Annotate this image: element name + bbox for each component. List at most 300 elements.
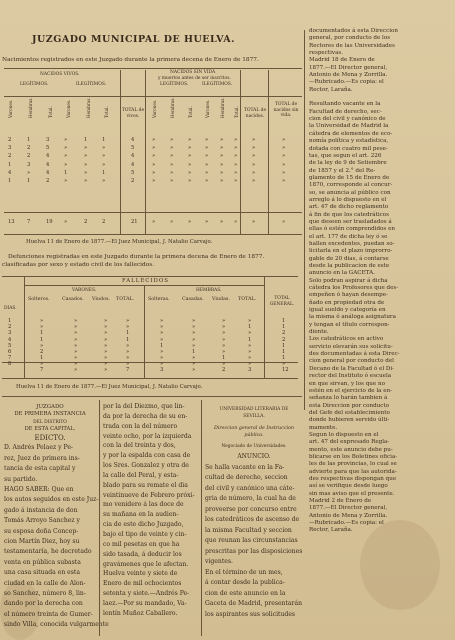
text-line: blado para su remate el dia [103, 481, 188, 489]
births-cell: » [234, 137, 238, 143]
deaths-total-cell: 3 [160, 367, 164, 373]
deaths-caption-2: clasificadas por sexo y estado civil de los fallecidos. [2, 262, 155, 268]
text-line: del civil y canónico una cáte- [205, 484, 295, 492]
births-cell: » [205, 145, 209, 152]
deaths-cell: » [160, 318, 164, 324]
deaths-day-label: 8 [8, 361, 12, 368]
deaths-signature: Huelva 11 de Enero de 1877.—El Juez Municipal, J. Natalio Carvajo. [16, 384, 203, 390]
births-total-cell: » [152, 219, 156, 225]
births-cell: » [27, 169, 31, 176]
text-line: art. 47 del expresado Regla- [309, 439, 390, 446]
births-cell: » [84, 161, 88, 168]
births-sub-legitimos-2: LEGÍTIMOS. [160, 82, 189, 87]
deaths-cell: » [40, 318, 44, 324]
text-line: glamento de 15 de Enero de [309, 174, 390, 181]
births-cell: » [84, 145, 88, 152]
text-line: blicarse en los Boletines oficia- [309, 453, 398, 460]
births-cell: » [102, 161, 106, 168]
deaths-col-dias: DIAS. [4, 306, 17, 311]
deaths-cell: » [126, 349, 130, 355]
births-total-cell: » [188, 219, 192, 225]
births-cell: » [64, 161, 68, 168]
births-cell: » [188, 161, 192, 168]
deaths-cell: 2 [282, 330, 286, 337]
deaths-day-label: 4 [8, 336, 12, 343]
deaths-cell: » [222, 324, 226, 331]
births-cell: 4 [46, 169, 50, 176]
births-cell: 2 [27, 153, 31, 160]
deaths-cell: 1 [248, 324, 252, 331]
text-line: venta en pública subasta [4, 558, 81, 566]
text-line: Rectores de las Universidades [309, 42, 395, 49]
anuncio-heading: ANUNCIO. [237, 452, 271, 460]
births-cell: » [205, 169, 209, 176]
text-line: Madrid 2 de Enero de [309, 498, 372, 504]
deaths-cell: 1 [192, 349, 196, 355]
text-line: Gaceta de Madrid, presentarán [205, 600, 303, 608]
births-cell: » [205, 153, 209, 160]
auction-notice-body [103, 402, 199, 619]
births-cell: 2 [8, 153, 12, 160]
deaths-cell: 2 [282, 336, 286, 343]
text-line: 1877.—El Director general, [309, 64, 388, 71]
text-line: testamentaría, he decretado [4, 548, 92, 556]
text-line: los Sres. Gonzalez y otra de [103, 462, 189, 470]
text-line: y tengan el título correspon- [309, 321, 390, 328]
deaths-day-label: 3 [8, 330, 12, 337]
births-cell: » [170, 137, 174, 143]
text-line: les de las provincias, lo cual se [309, 461, 397, 468]
deaths-cell: » [248, 355, 252, 362]
text-line: cion del civil y canónico de [309, 116, 386, 123]
text-line: rector del Instituto ó escuela [309, 373, 392, 380]
deaths-cell: » [74, 355, 78, 362]
deaths-cell: » [74, 361, 78, 368]
births-cell: » [170, 178, 174, 184]
births-cell: 4 [131, 137, 135, 143]
text-line: mo venidero á las doce de [103, 501, 184, 509]
births-col-hembras-4: Hembras. [220, 97, 225, 118]
births-cell: » [282, 145, 286, 152]
deaths-cell: 1 [40, 355, 44, 362]
text-line: rez, Juez de primera ins- [4, 454, 80, 462]
births-cell: » [188, 153, 192, 160]
text-line: cion general por conducto del [309, 358, 394, 365]
births-cell: 2 [8, 137, 12, 143]
births-cell: 4 [131, 153, 135, 160]
deaths-cell: 1 [160, 342, 164, 349]
deaths-col-header: Casados. [62, 297, 84, 302]
births-col-hembras-2: Hembras. [86, 97, 91, 118]
text-line: cátedra los Profesores que des- [309, 285, 399, 292]
university-notice [205, 406, 303, 620]
right-column-text [309, 28, 451, 535]
deaths-col-header: TOTAL. [116, 297, 135, 302]
deaths-cell: » [126, 342, 130, 349]
deaths-day-label: 2 [8, 324, 12, 331]
text-line: la Universidad de Madrid la [309, 123, 389, 130]
deaths-cell: » [248, 349, 252, 355]
text-line: setenta y siete.—Andrés Pe- [103, 590, 190, 598]
deaths-cell: » [248, 342, 252, 349]
deaths-col-header: Solteras. [148, 297, 170, 302]
births-cell: » [205, 161, 209, 168]
births-cell: » [252, 137, 256, 143]
deaths-cell: » [126, 318, 130, 324]
text-line: so, se anuncia al público con [309, 189, 391, 196]
deaths-day-label: 6 [8, 349, 12, 355]
deaths-cell: » [104, 361, 108, 368]
births-cell: » [64, 178, 68, 184]
deaths-cell: » [160, 330, 164, 337]
deaths-cell: » [222, 361, 226, 368]
text-line: arreglo á lo dispuesto en el [309, 196, 387, 203]
deaths-col-header: TOTAL. [238, 297, 257, 302]
births-cell: 3 [27, 161, 31, 168]
text-line: sin mas aviso que el presente. [309, 490, 395, 497]
text-line: Rector, Laraña. [309, 86, 353, 93]
text-line: Se halla vacante en la Fa- [205, 463, 285, 471]
univ-heading-5: Negociado de Universidades. [221, 444, 287, 450]
univ-heading-3: Direccion general de Instruccion [213, 425, 295, 431]
births-cell: » [220, 178, 224, 184]
text-line: esta Direccion por conducto [309, 402, 390, 409]
deaths-cell: 1 [282, 342, 286, 349]
births-col-total: Total. [48, 106, 53, 118]
births-cell: » [170, 161, 174, 168]
text-line: des respectivas dispongan que [309, 475, 397, 482]
text-line: veintinueve de Febrero próxi- [103, 491, 195, 499]
deaths-group-hembras: HEMBRAS. [196, 288, 222, 293]
univ-heading-2: SEVILLA. [243, 414, 265, 420]
deaths-cell: » [192, 330, 196, 337]
deaths-cell: » [160, 349, 164, 355]
text-line: su partido. [4, 475, 38, 483]
text-line: cultad de derecho, seccion [205, 474, 288, 482]
text-line: el número treinta de Gumer- [4, 610, 93, 618]
births-total-cell: » [64, 219, 68, 225]
births-cell: » [84, 178, 88, 184]
text-line: tancia de esta capital y [4, 465, 76, 473]
births-col-total-4: Total. [234, 106, 239, 118]
births-cell: » [152, 178, 156, 184]
text-line: y por la espalda con casa de [103, 452, 191, 460]
text-line: desde la publicacion de este [309, 263, 390, 269]
births-group-sin-vida-sub: y muertos antes de ser inscritos. [158, 76, 231, 81]
births-cell: » [188, 178, 192, 184]
text-line: vigentes. [205, 558, 233, 566]
births-cell: » [252, 169, 256, 176]
births-sub-ilegitimos: ILEGÍTIMOS. [76, 82, 107, 87]
deaths-cell: 2 [40, 349, 44, 355]
births-cell: 3 [46, 137, 50, 143]
births-total-cell: 7 [27, 219, 31, 225]
births-cell: 4 [46, 161, 50, 168]
births-total-vivos: TOTAL de vivos. [121, 108, 145, 119]
text-line: dando por la derecha con [4, 600, 83, 608]
births-group-sin-vida: NACIDOS SIN VIDA [170, 70, 216, 75]
text-line: dotada con cuatro mil pese- [309, 145, 388, 152]
births-cell: » [282, 178, 286, 184]
births-cell: » [102, 145, 106, 152]
deaths-cell: » [160, 361, 164, 368]
text-line: los catedráticos de ascenso de [205, 516, 300, 524]
text-line: Madrid 18 de Enero de [309, 57, 375, 64]
text-line: so Sanchez, número 8, lin- [4, 590, 86, 598]
births-caption: Nacimientos registrados en este Juzgado durante la primera decena de Enero de 1877. [2, 57, 259, 63]
court-notice-body [4, 443, 109, 630]
text-line: 1870, corresponde al concur- [309, 182, 393, 189]
births-group-vivos: NACIDOS VIVOS. [40, 72, 80, 77]
text-line: una casa situada en esta [4, 569, 80, 577]
deaths-cell: » [248, 318, 252, 324]
births-cell: 1 [27, 178, 31, 184]
births-cell: 5 [46, 145, 50, 152]
births-cell: 2 [131, 178, 135, 184]
births-cell: » [282, 161, 286, 168]
edicto-heading: EDICTO. [34, 434, 66, 443]
text-line: donde hubieren servido últi- [309, 417, 390, 424]
births-cell: 1 [84, 137, 88, 143]
text-line: cátedra de elementos de eco- [309, 130, 393, 137]
deaths-total-cell: » [74, 367, 78, 373]
births-col-total-3: Total. [188, 106, 193, 118]
births-col-varones-2: Varones. [66, 99, 71, 118]
births-cell: » [282, 153, 286, 160]
deaths-cell: » [104, 342, 108, 349]
deaths-cell: » [222, 349, 226, 355]
deaths-cell: 1 [282, 324, 286, 331]
text-line: gable de 20 dias, á contarse [309, 255, 389, 262]
text-line: da por la derecha de su en- [103, 412, 188, 420]
births-cell: » [220, 161, 224, 168]
births-cell: 5 [131, 145, 135, 152]
deaths-total-cell: 7 [40, 367, 44, 373]
deaths-total-cell: » [192, 367, 196, 373]
text-line: tas, que segun el art. 226 [309, 152, 382, 159]
text-line: empeñen ó hayan desempe- [309, 292, 388, 299]
text-line: Rector, Laraña. [309, 527, 353, 534]
births-cell: » [102, 178, 106, 184]
text-line: documentados á esta Direccion [309, 28, 399, 34]
deaths-cell: » [104, 324, 108, 331]
births-total-cell: » [234, 219, 238, 225]
text-line: bajo el tipo de veinte y cin- [103, 530, 187, 538]
deaths-cell: » [160, 324, 164, 331]
deaths-cell: » [192, 361, 196, 368]
text-line: trada con la del número [103, 422, 178, 430]
text-line: Huelva veinte y siete de [103, 570, 178, 578]
text-line: mamente. [309, 424, 338, 431]
text-line: respectivas. [309, 50, 344, 57]
births-total-nacidos: TOTAL de nacidos. [243, 108, 267, 119]
deaths-cell: » [160, 336, 164, 343]
births-cell: » [220, 169, 224, 176]
deaths-cell: » [74, 330, 78, 337]
births-cell: » [102, 153, 106, 160]
births-cell: » [220, 145, 224, 152]
births-total-cell: 13 [8, 219, 15, 225]
text-line: co mil pesetas en que ha [103, 540, 180, 548]
deaths-cell: » [192, 342, 196, 349]
births-total-cell: » [282, 219, 286, 225]
births-cell: » [282, 137, 286, 143]
deaths-cell: » [222, 336, 226, 343]
births-total-cell: 2 [102, 219, 106, 225]
deaths-cell: » [248, 361, 252, 368]
births-cell: » [188, 169, 192, 176]
births-cell: » [234, 169, 238, 176]
text-line: Antonio de Mena y Zorrilla. [309, 512, 388, 519]
text-line: Resultando vacante en la [309, 101, 381, 108]
births-cell: » [234, 153, 238, 160]
section-title: JUZGADO MUNICIPAL DE HUELVA. [32, 34, 235, 45]
text-line: cia de este dicho Juzgado, [103, 521, 184, 529]
deaths-cell: » [74, 336, 78, 343]
deaths-cell: » [104, 330, 108, 337]
deaths-cell: » [40, 324, 44, 331]
univ-heading-4: pública. [244, 433, 264, 439]
text-line: Antonio de Mena y Zorrilla. [309, 72, 388, 79]
births-cell: » [84, 153, 88, 160]
deaths-cell: » [222, 342, 226, 349]
deaths-cell: 1 [126, 336, 130, 343]
court-heading-4: DE ESTA CAPITAL. [24, 426, 76, 433]
text-line: general, por conducto de los [309, 35, 391, 42]
deaths-group-varones: VARONES. [72, 288, 97, 293]
text-line: art. 47 de dicho reglamento [309, 204, 389, 211]
deaths-cell: » [74, 349, 78, 355]
births-cell: 1 [102, 137, 106, 143]
text-line: el art. 177 de dicha ley ó se [309, 233, 388, 240]
births-sub-ilegitimos-2: ILEGÍTIMOS. [202, 82, 233, 87]
deaths-total-cell: » [104, 367, 108, 373]
births-cell: » [152, 169, 156, 176]
births-cell: 4 [131, 161, 135, 168]
text-line: proveerse por concurso entre [205, 505, 297, 513]
court-heading-2: DE PRIMERA INSTANCIA [14, 411, 86, 418]
text-line: que deseen ser trasladados á [309, 218, 392, 225]
births-cell: » [282, 169, 286, 176]
text-line: hallen excedentes, puedan so- [309, 240, 395, 247]
births-cell: 1 [8, 161, 12, 168]
text-line: gravámenes que le afectan. [103, 560, 189, 568]
deaths-cell: » [74, 318, 78, 324]
births-cell: » [152, 161, 156, 168]
text-line: Facultad de derecho, sec- [309, 108, 382, 115]
text-line: la misma ó análoga asignatura [309, 314, 396, 321]
text-line: des documentadas á esta Direc- [309, 351, 400, 358]
births-cell: » [234, 178, 238, 184]
court-heading-1: JUZGADO [36, 404, 64, 410]
deaths-cell: » [40, 361, 44, 368]
text-line: sindo Villa, conocida vulgarmente [4, 621, 109, 629]
deaths-col-header: Viudos. [92, 297, 110, 302]
births-cell: » [252, 178, 256, 184]
text-line: gado á instancia de don [4, 506, 78, 514]
deaths-cell: » [104, 318, 108, 324]
births-cell: 5 [131, 169, 135, 176]
births-cell: 3 [8, 145, 12, 152]
deaths-col-header: Solteros. [28, 297, 50, 302]
text-line: D. Andrés Pelaez y Pe- [4, 444, 73, 452]
text-line: —Rubricado.—Es copia: el [309, 79, 384, 86]
births-cell: » [220, 153, 224, 160]
deaths-cell: 1 [282, 355, 286, 362]
text-line: 1877.—El Director general, [309, 505, 388, 512]
births-cell: » [64, 153, 68, 160]
text-line: HAGO SABER: Que en [4, 486, 74, 493]
text-line: su esposa doña Concep- [4, 527, 79, 535]
births-signature: Huelva 11 de Enero de 1877.—El Juez Municipal, J. Natalio Carvajo. [26, 239, 213, 245]
deaths-cell: 1 [282, 318, 286, 324]
births-sub-legitimos: LEGÍTIMOS. [20, 82, 49, 87]
deaths-cell: » [192, 355, 196, 362]
text-line: de la ley de 9 de Setiembre [309, 160, 387, 167]
text-line: Solo podran aspirar á dicha [309, 277, 388, 284]
text-line: los autos seguidos en este Juz- [4, 496, 99, 504]
text-line: Decano de la Facultad ó el Di- [309, 365, 395, 372]
deaths-col-header: Casadas. [182, 297, 204, 302]
text-line: prescritas por las disposiciones [205, 547, 303, 555]
deaths-cell: » [104, 349, 108, 355]
births-cell: » [64, 137, 68, 143]
births-total-cell: 19 [46, 219, 53, 225]
births-cell: » [64, 145, 68, 152]
deaths-cell: » [192, 336, 196, 343]
text-line: cion de este anuncio en la [205, 589, 286, 597]
births-cell: » [170, 169, 174, 176]
deaths-cell: » [126, 324, 130, 331]
text-line [309, 94, 451, 101]
text-line: —Rubricado.—Es copia: el [309, 520, 384, 527]
text-line: ellas ó estén comprendidos en [309, 226, 395, 233]
births-total-cell: » [205, 219, 209, 225]
deaths-cell: » [248, 330, 252, 337]
deaths-total-cell: 7 [126, 367, 130, 373]
births-total-cell: » [170, 219, 174, 225]
text-line: advierte para que las autorida- [309, 468, 397, 475]
text-line: lentín Muñoz Caballero. [103, 609, 178, 617]
text-line: anuncio en la GACETA. [309, 270, 375, 277]
text-line: á contar desde la publica- [205, 579, 285, 587]
text-line: En el término de un mes, [205, 568, 283, 576]
text-line: sido tasada, á deducir los [103, 550, 182, 558]
deaths-cell: » [282, 361, 286, 368]
births-cell: 1 [8, 178, 12, 184]
births-cell: » [205, 178, 209, 184]
deaths-cell: » [104, 355, 108, 362]
births-cell: » [220, 137, 224, 143]
births-cell: » [152, 137, 156, 143]
births-cell: » [252, 153, 256, 160]
text-line: con la del treinta y dos, [103, 442, 176, 450]
university-notice-body [205, 463, 303, 621]
text-line: señanza lo harán tambien á [309, 395, 388, 402]
deaths-cell: » [126, 355, 130, 362]
births-cell: » [205, 137, 209, 143]
births-cell: 2 [27, 145, 31, 152]
text-line: su mañana en la audien- [103, 511, 179, 519]
deaths-title: FALLECIDOS [122, 278, 169, 284]
text-line: por la del Diezmo, que lin- [103, 403, 185, 410]
court-notice [4, 404, 109, 631]
text-line: laez.—Por su mandado, Va- [103, 599, 187, 607]
text-line: Segun lo dispuesto en el [309, 431, 379, 438]
text-line: á fin de que los catedráticos [309, 211, 389, 218]
births-cell: » [188, 137, 192, 143]
text-line: ciudad en la calle de Alon- [4, 579, 86, 587]
